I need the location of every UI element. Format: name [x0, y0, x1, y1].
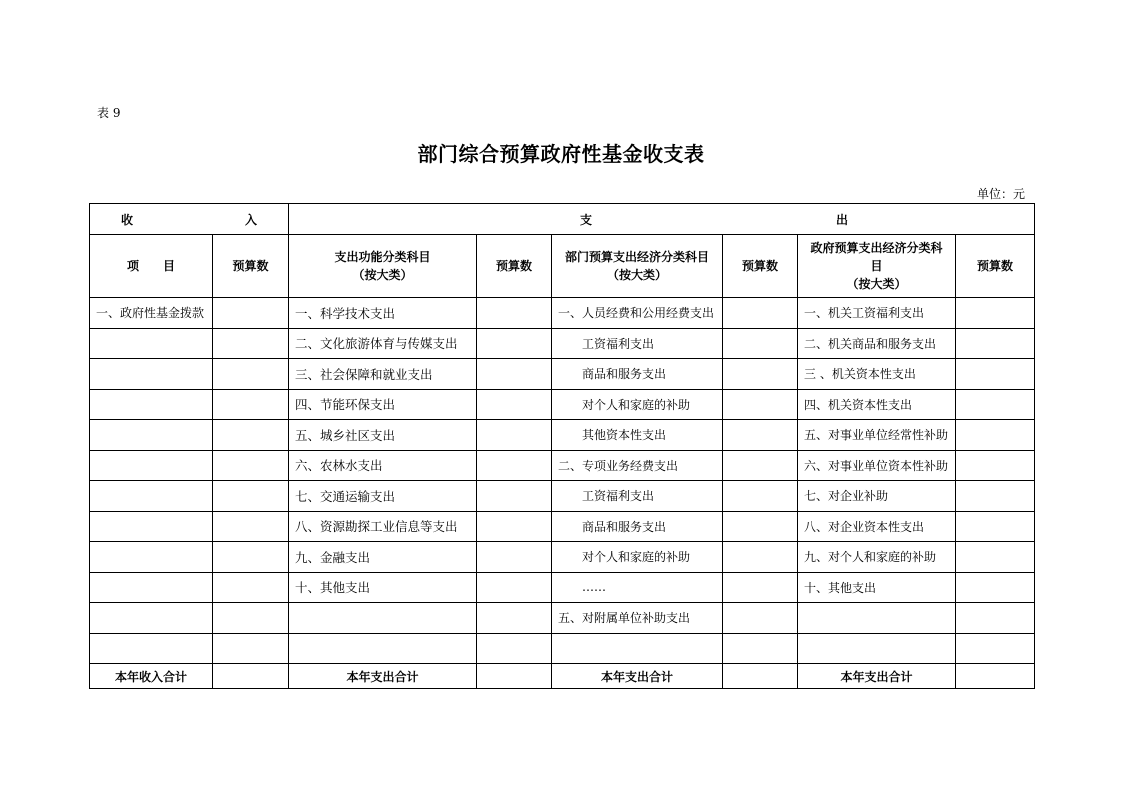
func-subject-cell: 四、节能环保支出 — [289, 389, 477, 420]
income-item-cell — [90, 450, 213, 481]
table-number: 表 9 — [97, 106, 121, 120]
gov-budget-cell — [956, 603, 1035, 634]
income-item-cell — [90, 511, 213, 542]
dept-budget-cell — [723, 572, 798, 603]
gov-budget-cell — [956, 328, 1035, 359]
income-budget-cell — [213, 328, 289, 359]
gov-econ-cell — [798, 633, 956, 664]
income-budget-cell — [213, 481, 289, 512]
total-dept-label: 本年支出合计 — [552, 664, 723, 689]
budget-table — [89, 203, 1035, 689]
expense-header-char-1: 支 — [580, 212, 593, 227]
income-header — [90, 204, 289, 235]
func-subject-cell: 八、资源勘探工业信息等支出 — [289, 511, 477, 542]
table-row — [90, 450, 1035, 481]
gov-budget-cell — [956, 542, 1035, 573]
income-item-cell — [90, 572, 213, 603]
gov-econ-cell: 九、对个人和家庭的补助 — [798, 542, 956, 573]
income-budget-cell — [213, 389, 289, 420]
func-budget-cell — [477, 481, 552, 512]
total-gov-value — [956, 664, 1035, 689]
func-subject-cell: 一、科学技术支出 — [289, 298, 477, 329]
table-row — [90, 359, 1035, 390]
dept-econ-line-2: （按大类） — [606, 268, 667, 282]
unit-label: 单位：元 — [976, 187, 1025, 201]
total-income-value — [213, 664, 289, 689]
gov-econ-cell: 一、机关工资福利支出 — [798, 298, 956, 329]
dept-econ-cell — [552, 633, 723, 664]
gov-econ-cell: 三 、机关资本性支出 — [798, 359, 956, 390]
income-header-char-2: 入 — [244, 212, 257, 227]
income-budget-cell — [213, 603, 289, 634]
income-budget-cell — [213, 420, 289, 451]
dept-econ-cell: 一、人员经费和公用经费支出 — [552, 298, 723, 329]
gov-econ-cell: 四、机关资本性支出 — [798, 389, 956, 420]
dept-budget-cell — [723, 420, 798, 451]
total-func-label: 本年支出合计 — [289, 664, 477, 689]
dept-econ-cell: 五、对附属单位补助支出 — [552, 603, 723, 634]
dept-econ-cell: 工资福利支出 — [552, 328, 723, 359]
dept-econ-cell: 二、专项业务经费支出 — [552, 450, 723, 481]
func-subject-cell: 十、其他支出 — [289, 572, 477, 603]
budget-header-func: 预算数 — [477, 235, 552, 298]
gov-econ-cell: 十、其他支出 — [798, 572, 956, 603]
func-budget-cell — [477, 603, 552, 634]
func-subject-cell: 六、农林水支出 — [289, 450, 477, 481]
dept-econ-cell: 工资福利支出 — [552, 481, 723, 512]
func-subject-line-1: 支出功能分类科目 — [334, 250, 431, 264]
gov-econ-line-3: （按大类） — [846, 277, 907, 291]
gov-econ-subject-header — [798, 235, 956, 298]
income-budget-cell — [213, 359, 289, 390]
total-dept-value — [723, 664, 798, 689]
table-row — [90, 481, 1035, 512]
dept-econ-subject-header — [552, 235, 723, 298]
func-subject-cell: 三、社会保障和就业支出 — [289, 359, 477, 390]
income-budget-cell — [213, 542, 289, 573]
gov-econ-cell: 二、机关商品和服务支出 — [798, 328, 956, 359]
income-item-cell — [90, 542, 213, 573]
func-subject-cell: 五、城乡社区支出 — [289, 420, 477, 451]
total-gov-label: 本年支出合计 — [798, 664, 956, 689]
func-budget-cell — [477, 450, 552, 481]
gov-budget-cell — [956, 572, 1035, 603]
dept-econ-cell: …… — [552, 572, 723, 603]
dept-budget-cell — [723, 328, 798, 359]
income-item-cell — [90, 389, 213, 420]
table-row — [90, 328, 1035, 359]
income-item-cell — [90, 328, 213, 359]
income-header-char-1: 收 — [121, 212, 134, 227]
header-row-sub — [90, 235, 1035, 298]
gov-budget-cell — [956, 298, 1035, 329]
dept-budget-cell — [723, 511, 798, 542]
total-income-label: 本年收入合计 — [90, 664, 213, 689]
income-budget-cell — [213, 298, 289, 329]
item-header: 项 目 — [90, 235, 213, 298]
budget-header-gov: 预算数 — [956, 235, 1035, 298]
income-budget-cell — [213, 511, 289, 542]
gov-budget-cell — [956, 633, 1035, 664]
func-budget-cell — [477, 389, 552, 420]
func-subject-cell: 七、交通运输支出 — [289, 481, 477, 512]
dept-budget-cell — [723, 481, 798, 512]
func-budget-cell — [477, 572, 552, 603]
gov-budget-cell — [956, 359, 1035, 390]
income-budget-cell — [213, 450, 289, 481]
table-row — [90, 633, 1035, 664]
func-budget-cell — [477, 298, 552, 329]
gov-budget-cell — [956, 450, 1035, 481]
dept-econ-cell: 商品和服务支出 — [552, 359, 723, 390]
expense-header — [289, 204, 1035, 235]
gov-econ-cell — [798, 603, 956, 634]
dept-budget-cell — [723, 633, 798, 664]
dept-budget-cell — [723, 298, 798, 329]
func-subject-cell — [289, 633, 477, 664]
table-row — [90, 420, 1035, 451]
income-item-cell — [90, 603, 213, 634]
income-item-cell — [90, 359, 213, 390]
dept-econ-cell: 商品和服务支出 — [552, 511, 723, 542]
dept-econ-line-1: 部门预算支出经济分类科目 — [564, 250, 709, 264]
func-subject-header — [289, 235, 477, 298]
func-subject-line-2: （按大类） — [352, 268, 413, 282]
func-budget-cell — [477, 511, 552, 542]
dept-econ-cell: 对个人和家庭的补助 — [552, 389, 723, 420]
func-budget-cell — [477, 633, 552, 664]
budget-header-dept: 预算数 — [723, 235, 798, 298]
budget-header-income: 预算数 — [213, 235, 289, 298]
func-subject-cell: 二、文化旅游体育与传媒支出 — [289, 328, 477, 359]
income-item-cell — [90, 481, 213, 512]
dept-budget-cell — [723, 450, 798, 481]
gov-econ-cell: 五、对事业单位经常性补助 — [798, 420, 956, 451]
income-item-cell — [90, 420, 213, 451]
gov-budget-cell — [956, 420, 1035, 451]
income-item-cell — [90, 633, 213, 664]
totals-row — [90, 664, 1035, 689]
func-budget-cell — [477, 420, 552, 451]
table-row — [90, 389, 1035, 420]
table-row — [90, 572, 1035, 603]
dept-budget-cell — [723, 542, 798, 573]
total-func-value — [477, 664, 552, 689]
func-subject-cell: 九、金融支出 — [289, 542, 477, 573]
dept-budget-cell — [723, 389, 798, 420]
gov-econ-line-1: 政府预算支出经济分类科 — [810, 241, 943, 255]
func-budget-cell — [477, 328, 552, 359]
dept-econ-cell: 对个人和家庭的补助 — [552, 542, 723, 573]
dept-budget-cell — [723, 359, 798, 390]
header-row-main — [90, 204, 1035, 235]
page-title: 部门综合预算政府性基金收支表 — [417, 142, 705, 166]
expense-header-char-2: 出 — [835, 212, 848, 227]
gov-budget-cell — [956, 481, 1035, 512]
func-budget-cell — [477, 359, 552, 390]
func-subject-cell — [289, 603, 477, 634]
table-row — [90, 542, 1035, 573]
income-budget-cell — [213, 633, 289, 664]
gov-econ-cell: 七、对企业补助 — [798, 481, 956, 512]
dept-budget-cell — [723, 603, 798, 634]
gov-econ-cell: 八、对企业资本性支出 — [798, 511, 956, 542]
table-row — [90, 603, 1035, 634]
dept-econ-cell: 其他资本性支出 — [552, 420, 723, 451]
func-budget-cell — [477, 542, 552, 573]
gov-econ-line-2: 目 — [870, 259, 883, 273]
income-item-cell: 一、政府性基金拨款 — [90, 298, 213, 329]
gov-budget-cell — [956, 511, 1035, 542]
income-budget-cell — [213, 572, 289, 603]
table-row — [90, 298, 1035, 329]
gov-budget-cell — [956, 389, 1035, 420]
table-row — [90, 511, 1035, 542]
gov-econ-cell: 六、对事业单位资本性补助 — [798, 450, 956, 481]
